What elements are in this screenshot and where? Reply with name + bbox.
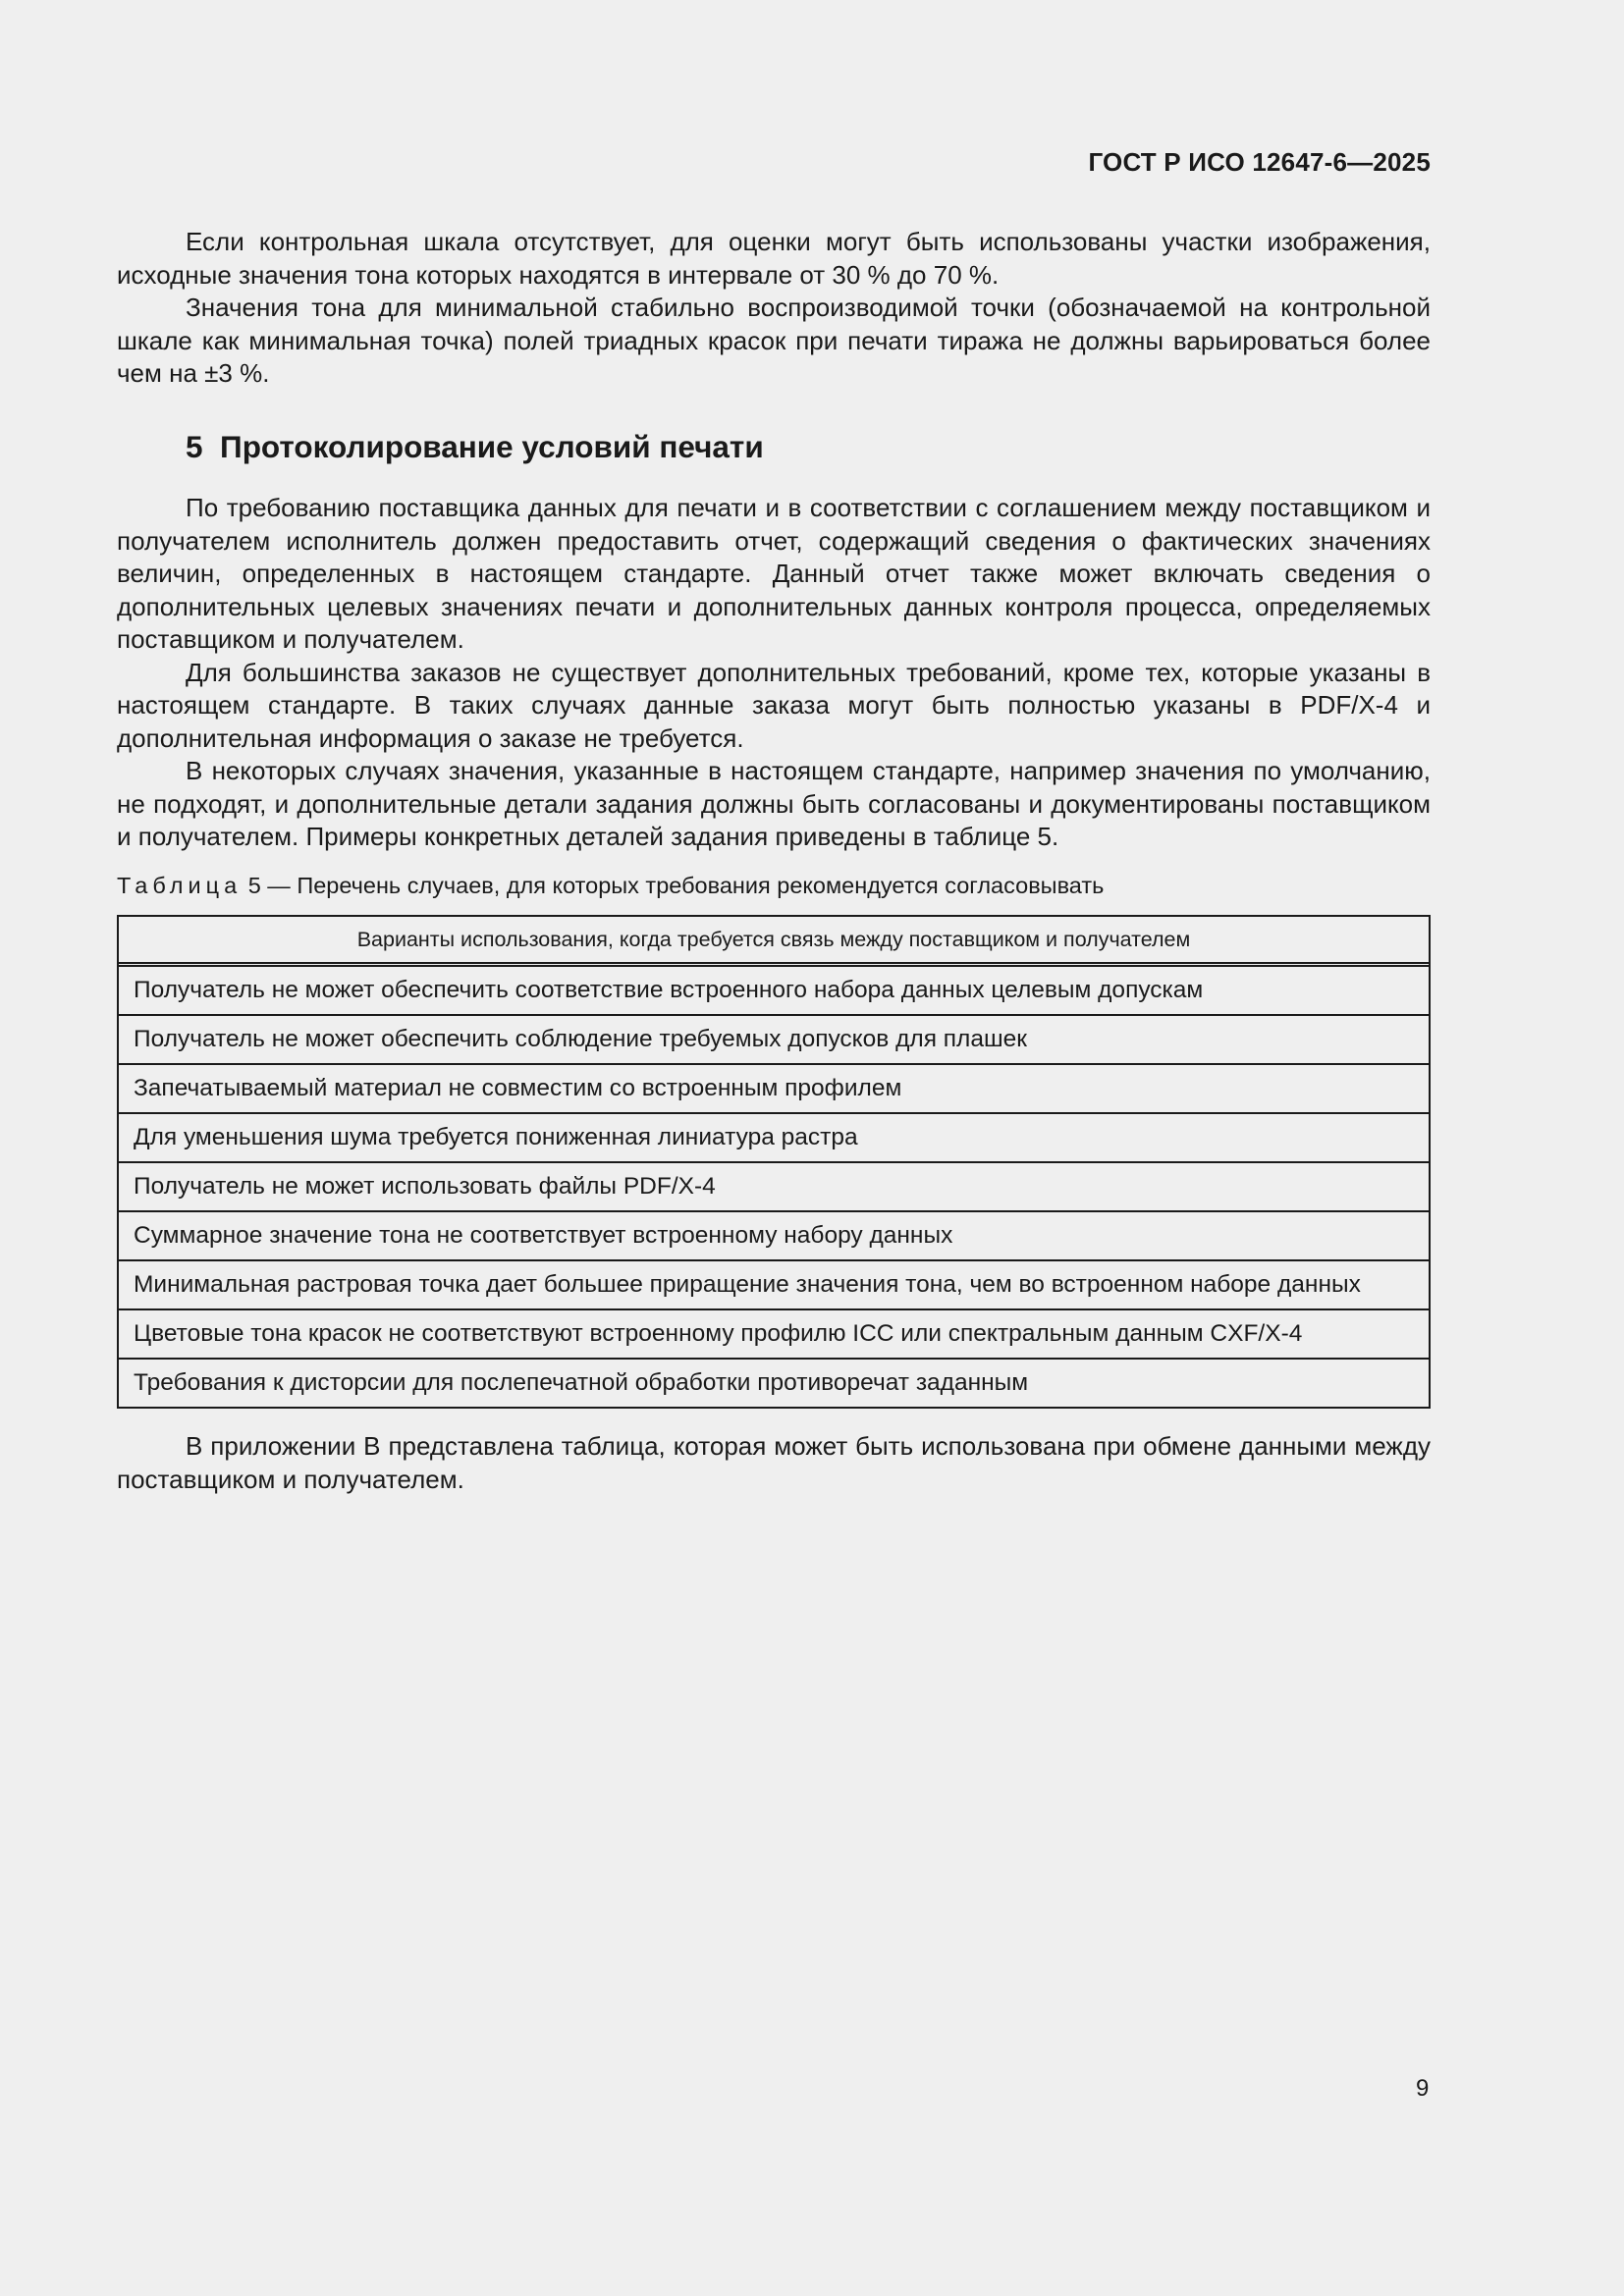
requirements-table — [117, 915, 1431, 1409]
paragraph: Для большинства заказов не существует дополнительных требований, кроме тех, которые указаны в настоящем стандарте. В таких случаях данные заказа могут быть полностью указаны в PDF/X-4 и дополнительная информация о заказе не требуется. — [117, 657, 1431, 753]
table-cell: Суммарное значение тона не соответствует встроенному набору данных — [119, 1211, 1429, 1260]
paragraph: В приложении В представлена таблица, которая может быть использована при обмене данными между поставщиком и получателем. — [117, 1431, 1431, 1494]
table-caption — [117, 873, 1104, 899]
table-row — [119, 1064, 1429, 1113]
section-title: Протоколирование условий печати — [220, 429, 764, 464]
table-cell: Минимальная растровая точка дает большее приращение значения тона, чем во встроенном наборе данных — [119, 1260, 1429, 1309]
document-header-code: ГОСТ Р ИСО 12647-6—2025 — [1088, 147, 1431, 177]
table-row — [119, 1309, 1429, 1359]
table-cell: Требования к дисторсии для послепечатной обработки противоречат заданным — [119, 1359, 1429, 1407]
paragraph: Если контрольная шкала отсутствует, для оценки могут быть использованы участки изображения, исходные значения тона которых находятся в интервале от 30 % до 70 %. — [117, 227, 1431, 290]
section-body — [117, 492, 1431, 854]
paragraph: В некоторых случаях значения, указанные в настоящем стандарте, например значения по умолчанию, не подходят, и дополнительные детали задания должны быть согласованы и документированы поставщиком и получателем. Примеры конкретных деталей задания приведены в таблице 5. — [117, 756, 1431, 851]
table-row — [119, 965, 1429, 1016]
table-row — [119, 1260, 1429, 1309]
section-number: 5 — [186, 429, 203, 464]
page-number: 9 — [1416, 2075, 1430, 2102]
paragraph: Значения тона для минимальной стабильно воспроизводимой точки (обозначаемой на контрольной шкале как минимальная точка) полей триадных красок при печати тиража не должны варьироваться более чем на ±3 %. — [117, 293, 1431, 388]
table-header: Варианты использования, когда требуется связь между поставщиком и получателем — [119, 917, 1429, 965]
section-heading — [186, 429, 764, 465]
table-cell: Получатель не может обеспечить соответствие встроенного набора данных целевым допускам — [134, 977, 1204, 1003]
table-caption-prefix: Таблица — [117, 873, 243, 898]
table-caption-text: — Перечень случаев, для которых требования рекомендуется согласовывать — [267, 873, 1105, 898]
table-row — [119, 1359, 1429, 1407]
table-cell: Цветовые тона красок не соответствуют встроенному профилю ICC или спектральным данным CXF/X-4 — [119, 1309, 1429, 1359]
paragraph: По требованию поставщика данных для печати и в соответствии с соглашением между поставщиком и получателем исполнитель должен предоставить отчет, содержащий сведения о фактических значениях величин, определенных в настоящем стандарте. Данный отчет также может включать сведения о дополнительных целевых значениях печати и дополнительных данных контроля процесса, определяемых поставщиком и получателем. — [117, 493, 1431, 654]
table-cell: Запечатываемый материал не совместим со встроенным профилем — [119, 1064, 1429, 1113]
table-cell: Получатель не может обеспечить соблюдение требуемых допусков для плашек — [119, 1015, 1429, 1064]
table-row — [119, 1211, 1429, 1260]
table-caption-number: 5 — [247, 873, 261, 898]
table-cell: Для уменьшения шума требуется пониженная линиатура растра — [119, 1113, 1429, 1162]
closing-text — [117, 1430, 1431, 1496]
table-row — [119, 1015, 1429, 1064]
table-row — [119, 1113, 1429, 1162]
table-row — [119, 1162, 1429, 1211]
table-cell: Получатель не может использовать файлы PDF/X-4 — [119, 1162, 1429, 1211]
intro-text — [117, 226, 1431, 391]
